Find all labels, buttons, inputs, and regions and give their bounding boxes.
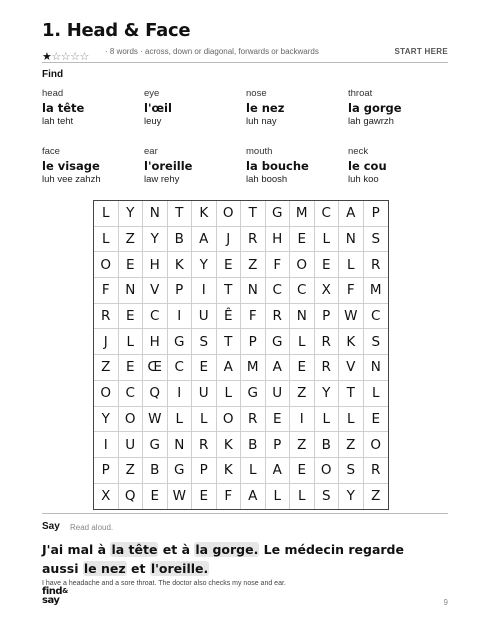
grid-cell[interactable]: L <box>339 252 364 278</box>
grid-cell[interactable]: I <box>192 278 217 304</box>
grid-cell[interactable]: I <box>94 432 119 458</box>
grid-cell[interactable]: M <box>241 355 266 381</box>
grid-cell[interactable]: E <box>119 355 144 381</box>
grid-cell[interactable]: B <box>143 458 168 484</box>
grid-cell[interactable]: C <box>315 201 340 227</box>
grid-cell[interactable]: F <box>241 304 266 330</box>
grid-cell[interactable]: L <box>290 484 315 510</box>
grid-cell[interactable]: G <box>266 201 291 227</box>
grid-cell[interactable]: S <box>364 227 389 253</box>
grid-cell[interactable]: E <box>364 407 389 433</box>
grid-cell[interactable]: G <box>241 381 266 407</box>
grid-cell[interactable]: Z <box>241 252 266 278</box>
grid-cell[interactable]: E <box>217 252 242 278</box>
grid-cell[interactable]: K <box>168 252 193 278</box>
grid-cell[interactable]: O <box>217 407 242 433</box>
grid-cell[interactable]: Y <box>339 484 364 510</box>
grid-cell[interactable]: Z <box>339 432 364 458</box>
word-french: la tête <box>42 101 85 115</box>
grid-cell[interactable]: S <box>315 484 340 510</box>
grid-cell[interactable]: O <box>94 252 119 278</box>
find-and-say-logo <box>42 587 68 605</box>
grid-cell[interactable]: E <box>119 304 144 330</box>
grid-cell[interactable]: P <box>266 432 291 458</box>
sentence-text: J'ai mal à <box>42 542 111 557</box>
grid-cell[interactable]: E <box>143 484 168 510</box>
grid-cell[interactable]: X <box>94 484 119 510</box>
grid-cell[interactable]: L <box>241 458 266 484</box>
word-entry <box>144 146 246 190</box>
grid-cell[interactable]: J <box>94 329 119 355</box>
grid-cell[interactable]: N <box>364 355 389 381</box>
grid-cell[interactable]: H <box>143 252 168 278</box>
sentence-highlight-head: la tête <box>111 542 158 557</box>
grid-cell[interactable]: R <box>192 432 217 458</box>
word-pronunciation: lah boosh <box>246 174 288 185</box>
grid-cell[interactable]: K <box>217 432 242 458</box>
word-pronunciation: lah teht <box>42 116 74 127</box>
grid-cell[interactable]: O <box>217 201 242 227</box>
grid-cell[interactable]: T <box>339 381 364 407</box>
grid-cell[interactable]: U <box>119 432 144 458</box>
grid-cell[interactable]: L <box>119 329 144 355</box>
grid-cell[interactable]: O <box>364 432 389 458</box>
word-entry <box>42 146 144 190</box>
grid-cell[interactable]: I <box>168 304 193 330</box>
grid-cell[interactable]: R <box>241 227 266 253</box>
word-list <box>42 88 452 190</box>
grid-cell[interactable]: L <box>168 407 193 433</box>
word-entry <box>348 146 450 190</box>
grid-cell[interactable]: Y <box>192 252 217 278</box>
word-pronunciation: lah gawrzh <box>348 116 394 127</box>
grid-cell[interactable]: N <box>241 278 266 304</box>
start-here-label: START HERE <box>394 47 448 56</box>
word-entry <box>246 88 348 132</box>
grid-cell[interactable]: P <box>168 278 193 304</box>
grid-cell[interactable]: L <box>192 407 217 433</box>
grid-cell[interactable]: B <box>241 432 266 458</box>
grid-cell[interactable]: S <box>339 458 364 484</box>
grid-cell[interactable]: T <box>217 329 242 355</box>
word-english: mouth <box>246 146 273 157</box>
grid-cell[interactable]: F <box>217 484 242 510</box>
grid-cell[interactable]: G <box>266 329 291 355</box>
word-search-grid <box>93 200 389 510</box>
grid-cell[interactable]: F <box>339 278 364 304</box>
grid-cell[interactable]: F <box>94 278 119 304</box>
grid-cell[interactable]: E <box>290 355 315 381</box>
grid-cell[interactable]: C <box>290 278 315 304</box>
grid-cell[interactable]: L <box>315 227 340 253</box>
word-english: face <box>42 146 60 157</box>
word-english: ear <box>144 146 158 157</box>
word-french: le nez <box>246 101 285 115</box>
grid-cell[interactable]: T <box>217 278 242 304</box>
word-english: neck <box>348 146 369 157</box>
grid-cell[interactable]: F <box>266 252 291 278</box>
grid-cell[interactable]: Q <box>143 381 168 407</box>
word-entry <box>246 146 348 190</box>
grid-cell[interactable]: L <box>94 201 119 227</box>
grid-cell[interactable]: R <box>94 304 119 330</box>
sentence-text: Le médecin regarde aussi <box>42 542 404 576</box>
word-english: throat <box>348 88 373 99</box>
sentence-highlight-throat: la gorge. <box>195 542 259 557</box>
star-empty-icon: ☆ <box>79 51 89 63</box>
grid-cell[interactable]: R <box>241 407 266 433</box>
grid-cell[interactable]: H <box>143 329 168 355</box>
grid-cell[interactable]: E <box>192 355 217 381</box>
grid-cell[interactable]: A <box>192 227 217 253</box>
word-french: la gorge <box>348 101 402 115</box>
grid-cell[interactable]: G <box>168 329 193 355</box>
grid-cell[interactable]: C <box>364 304 389 330</box>
grid-cell[interactable]: R <box>364 458 389 484</box>
page-title: 1. Head & Face <box>42 20 191 41</box>
grid-cell[interactable]: N <box>290 304 315 330</box>
word-entry <box>348 88 450 132</box>
word-pronunciation: luh nay <box>246 116 277 127</box>
grid-cell[interactable]: L <box>315 407 340 433</box>
grid-cell[interactable]: Y <box>143 227 168 253</box>
grid-cell[interactable]: M <box>290 201 315 227</box>
grid-cell[interactable]: R <box>266 304 291 330</box>
word-pronunciation: leuy <box>144 116 162 127</box>
say-label: Say <box>42 521 60 532</box>
grid-cell[interactable]: N <box>119 278 144 304</box>
word-pronunciation: luh vee zahzh <box>42 174 101 185</box>
grid-cell[interactable]: A <box>266 458 291 484</box>
sentence-highlight-ear: l'oreille. <box>150 561 209 576</box>
grid-cell[interactable]: L <box>290 329 315 355</box>
grid-cell[interactable]: E <box>315 252 340 278</box>
grid-cell[interactable]: I <box>290 407 315 433</box>
grid-cell[interactable]: Z <box>371 488 381 505</box>
grid-cell[interactable]: C <box>143 304 168 330</box>
grid-cell[interactable]: U <box>192 304 217 330</box>
grid-cell[interactable]: R <box>315 355 340 381</box>
word-english: eye <box>144 88 160 99</box>
grid-cell[interactable]: I <box>168 381 193 407</box>
grid-cell[interactable]: U <box>266 381 291 407</box>
grid-cell[interactable]: G <box>168 458 193 484</box>
grid-cell[interactable]: Q <box>119 484 144 510</box>
grid-cell[interactable]: R <box>364 252 389 278</box>
word-french: la bouche <box>246 159 309 173</box>
grid-cell[interactable]: C <box>119 381 144 407</box>
grid-cell[interactable]: N <box>143 201 168 227</box>
logo-line-2: say <box>42 595 60 606</box>
find-label: Find <box>42 69 64 80</box>
grid-cell[interactable]: T <box>241 201 266 227</box>
word-french: le cou <box>348 159 387 173</box>
grid-cell[interactable]: P <box>315 304 340 330</box>
grid-cell[interactable]: L <box>364 381 389 407</box>
sentence-highlight-nose: le nez <box>83 561 126 576</box>
puzzle-meta: · 8 words · across, down or diagonal, forwards or backwards <box>105 47 319 56</box>
word-pronunciation: luh koo <box>348 174 379 185</box>
sentence-translation: I have a headache and a sore throat. The doctor also checks my nose and ear. <box>42 580 286 587</box>
grid-cell[interactable]: O <box>290 252 315 278</box>
grid-cell[interactable]: O <box>94 381 119 407</box>
grid-cell[interactable]: E <box>119 252 144 278</box>
star-empty-icon: ☆ <box>51 51 61 63</box>
word-french: l'oreille <box>144 159 193 173</box>
grid-cell[interactable]: K <box>339 329 364 355</box>
star-filled-icon: ★ <box>42 51 52 63</box>
grid-cell[interactable]: B <box>168 227 193 253</box>
grid-cell[interactable]: E <box>266 407 291 433</box>
word-entry <box>42 88 144 132</box>
grid-cell[interactable]: W <box>143 407 168 433</box>
grid-cell[interactable]: J <box>217 227 242 253</box>
grid-cell[interactable]: P <box>241 329 266 355</box>
star-empty-icon: ☆ <box>70 51 80 63</box>
grid-cell[interactable]: G <box>143 432 168 458</box>
word-entry <box>144 88 246 132</box>
grid-cell[interactable]: R <box>315 329 340 355</box>
grid-cell[interactable]: A <box>241 484 266 510</box>
grid-cell[interactable]: Y <box>119 201 144 227</box>
grid-cell[interactable]: Z <box>94 355 119 381</box>
grid-cell[interactable]: A <box>217 355 242 381</box>
grid-cell[interactable]: N <box>339 227 364 253</box>
grid-cell[interactable]: E <box>290 227 315 253</box>
star-empty-icon: ☆ <box>60 51 71 63</box>
grid-cell[interactable]: A <box>339 201 364 227</box>
grid-cell[interactable]: S <box>364 329 389 355</box>
grid-cell[interactable]: Y <box>94 407 119 433</box>
grid-cell[interactable]: Œ <box>143 355 168 381</box>
grid-cell[interactable]: Z <box>290 381 315 407</box>
grid-cell[interactable]: C <box>266 278 291 304</box>
word-pronunciation: law rehy <box>144 174 180 185</box>
grid-cell[interactable]: B <box>315 432 340 458</box>
grid-cell[interactable]: L <box>94 227 119 253</box>
grid-cell[interactable]: W <box>339 304 364 330</box>
grid-cell[interactable]: W <box>168 484 193 510</box>
grid-cell[interactable]: Z <box>119 227 144 253</box>
grid-cell[interactable]: Z <box>290 432 315 458</box>
grid-cell[interactable]: T <box>168 201 193 227</box>
grid-cell[interactable]: E <box>192 484 217 510</box>
word-french: le visage <box>42 159 100 173</box>
grid-cell[interactable]: Z <box>119 458 144 484</box>
grid-cell[interactable]: P <box>94 458 119 484</box>
grid-cell[interactable]: E <box>290 458 315 484</box>
logo-line-1: find <box>42 586 63 597</box>
grid-cell[interactable]: M <box>364 278 389 304</box>
say-divider <box>42 513 448 514</box>
grid-cell[interactable]: C <box>168 355 193 381</box>
word-english: head <box>42 88 64 99</box>
word-english: nose <box>246 88 267 99</box>
practice-sentence <box>42 540 442 578</box>
grid-cell[interactable]: L <box>339 407 364 433</box>
grid-cell[interactable]: P <box>364 201 389 227</box>
grid-cell[interactable]: K <box>192 201 217 227</box>
say-hint: Read aloud. <box>70 523 114 532</box>
grid-cell[interactable]: L <box>217 381 242 407</box>
page-number: 9 <box>443 598 448 607</box>
grid-cell[interactable]: N <box>168 432 193 458</box>
grid-cell[interactable]: H <box>266 227 291 253</box>
grid-cell[interactable]: P <box>192 458 217 484</box>
grid-cell[interactable]: V <box>339 355 364 381</box>
logo-ampersand: & <box>62 587 68 595</box>
top-divider <box>42 62 448 63</box>
grid-cell[interactable]: Y <box>315 381 340 407</box>
grid-cell[interactable]: Ê <box>217 304 242 330</box>
sentence-text: et <box>126 561 150 576</box>
grid-cell[interactable]: U <box>192 381 217 407</box>
grid-cell[interactable]: O <box>119 407 144 433</box>
grid-cell[interactable]: A <box>266 355 291 381</box>
grid-cell[interactable]: X <box>315 278 340 304</box>
grid-cell[interactable]: S <box>192 329 217 355</box>
word-french: l'œil <box>144 101 172 115</box>
grid-cell[interactable]: V <box>143 278 168 304</box>
grid-cell[interactable]: O <box>315 458 340 484</box>
grid-cell[interactable]: K <box>217 458 242 484</box>
grid-cell[interactable]: L <box>266 484 291 510</box>
sentence-text: et à <box>158 542 195 557</box>
